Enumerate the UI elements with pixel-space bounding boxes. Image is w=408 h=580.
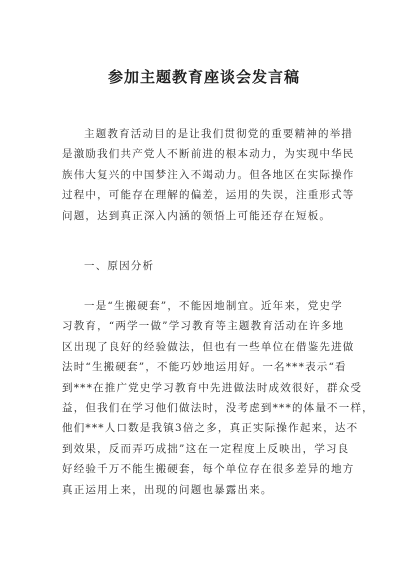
paragraph-line: 真正运用上来，出现的问题也暴露出来。 <box>62 483 273 496</box>
paragraph-line: 区出现了良好的经验做法，但也有一些单位在借鉴先进做 <box>62 340 355 353</box>
document-title: 参加主题教育座谈会发言稿 <box>107 68 300 86</box>
paragraph-line: 他们***人口数是我镇3倍之多，真正实际操作起来，达不 <box>62 422 359 435</box>
paragraph-line: 是激励我们共产党人不断前进的根本动力，为实现中华民 <box>62 148 355 161</box>
paragraph-line: 过程中，可能存在理解的偏差，运用的失误，注重形式等 <box>62 189 355 202</box>
paragraph-line: 问题，达到真正深入内涵的领悟上可能还存在短板。 <box>62 209 332 222</box>
paragraph-line: 习教育，“两学一做”学习教育等主题教育活动在许多地 <box>62 320 345 333</box>
paragraph-line: 法时“生搬硬套”，不能巧妙地运用好。一名***表示“看 <box>62 361 347 374</box>
paragraph-line: 族伟大复兴的中国梦注入不竭动力。但各地区在实际操作 <box>62 168 355 181</box>
section-heading: 一、原因分析 <box>84 260 155 272</box>
paragraph-line: 到效果，反而弄巧成拙”这在一定程度上反映出，学习良 <box>62 442 350 455</box>
paragraph-analysis <box>62 296 374 500</box>
paragraph-line: 好经验千万不能生搬硬套，每个单位存在很多差异的地方 <box>62 463 355 476</box>
paragraph-line: 到***在推广党史学习教育中先进做法时成效很好，群众受 <box>62 381 363 394</box>
paragraph-line: 主题教育活动目的是让我们贯彻党的重要精神的举措 <box>84 128 354 140</box>
paragraph-intro <box>62 124 354 226</box>
paragraph-line: 一是“生搬硬套”，不能因地制宜。近年来，党史学 <box>84 300 343 312</box>
paragraph-line: 益，但我们在学习他们做法时，没考虑到***的体量不一样， <box>62 402 374 415</box>
